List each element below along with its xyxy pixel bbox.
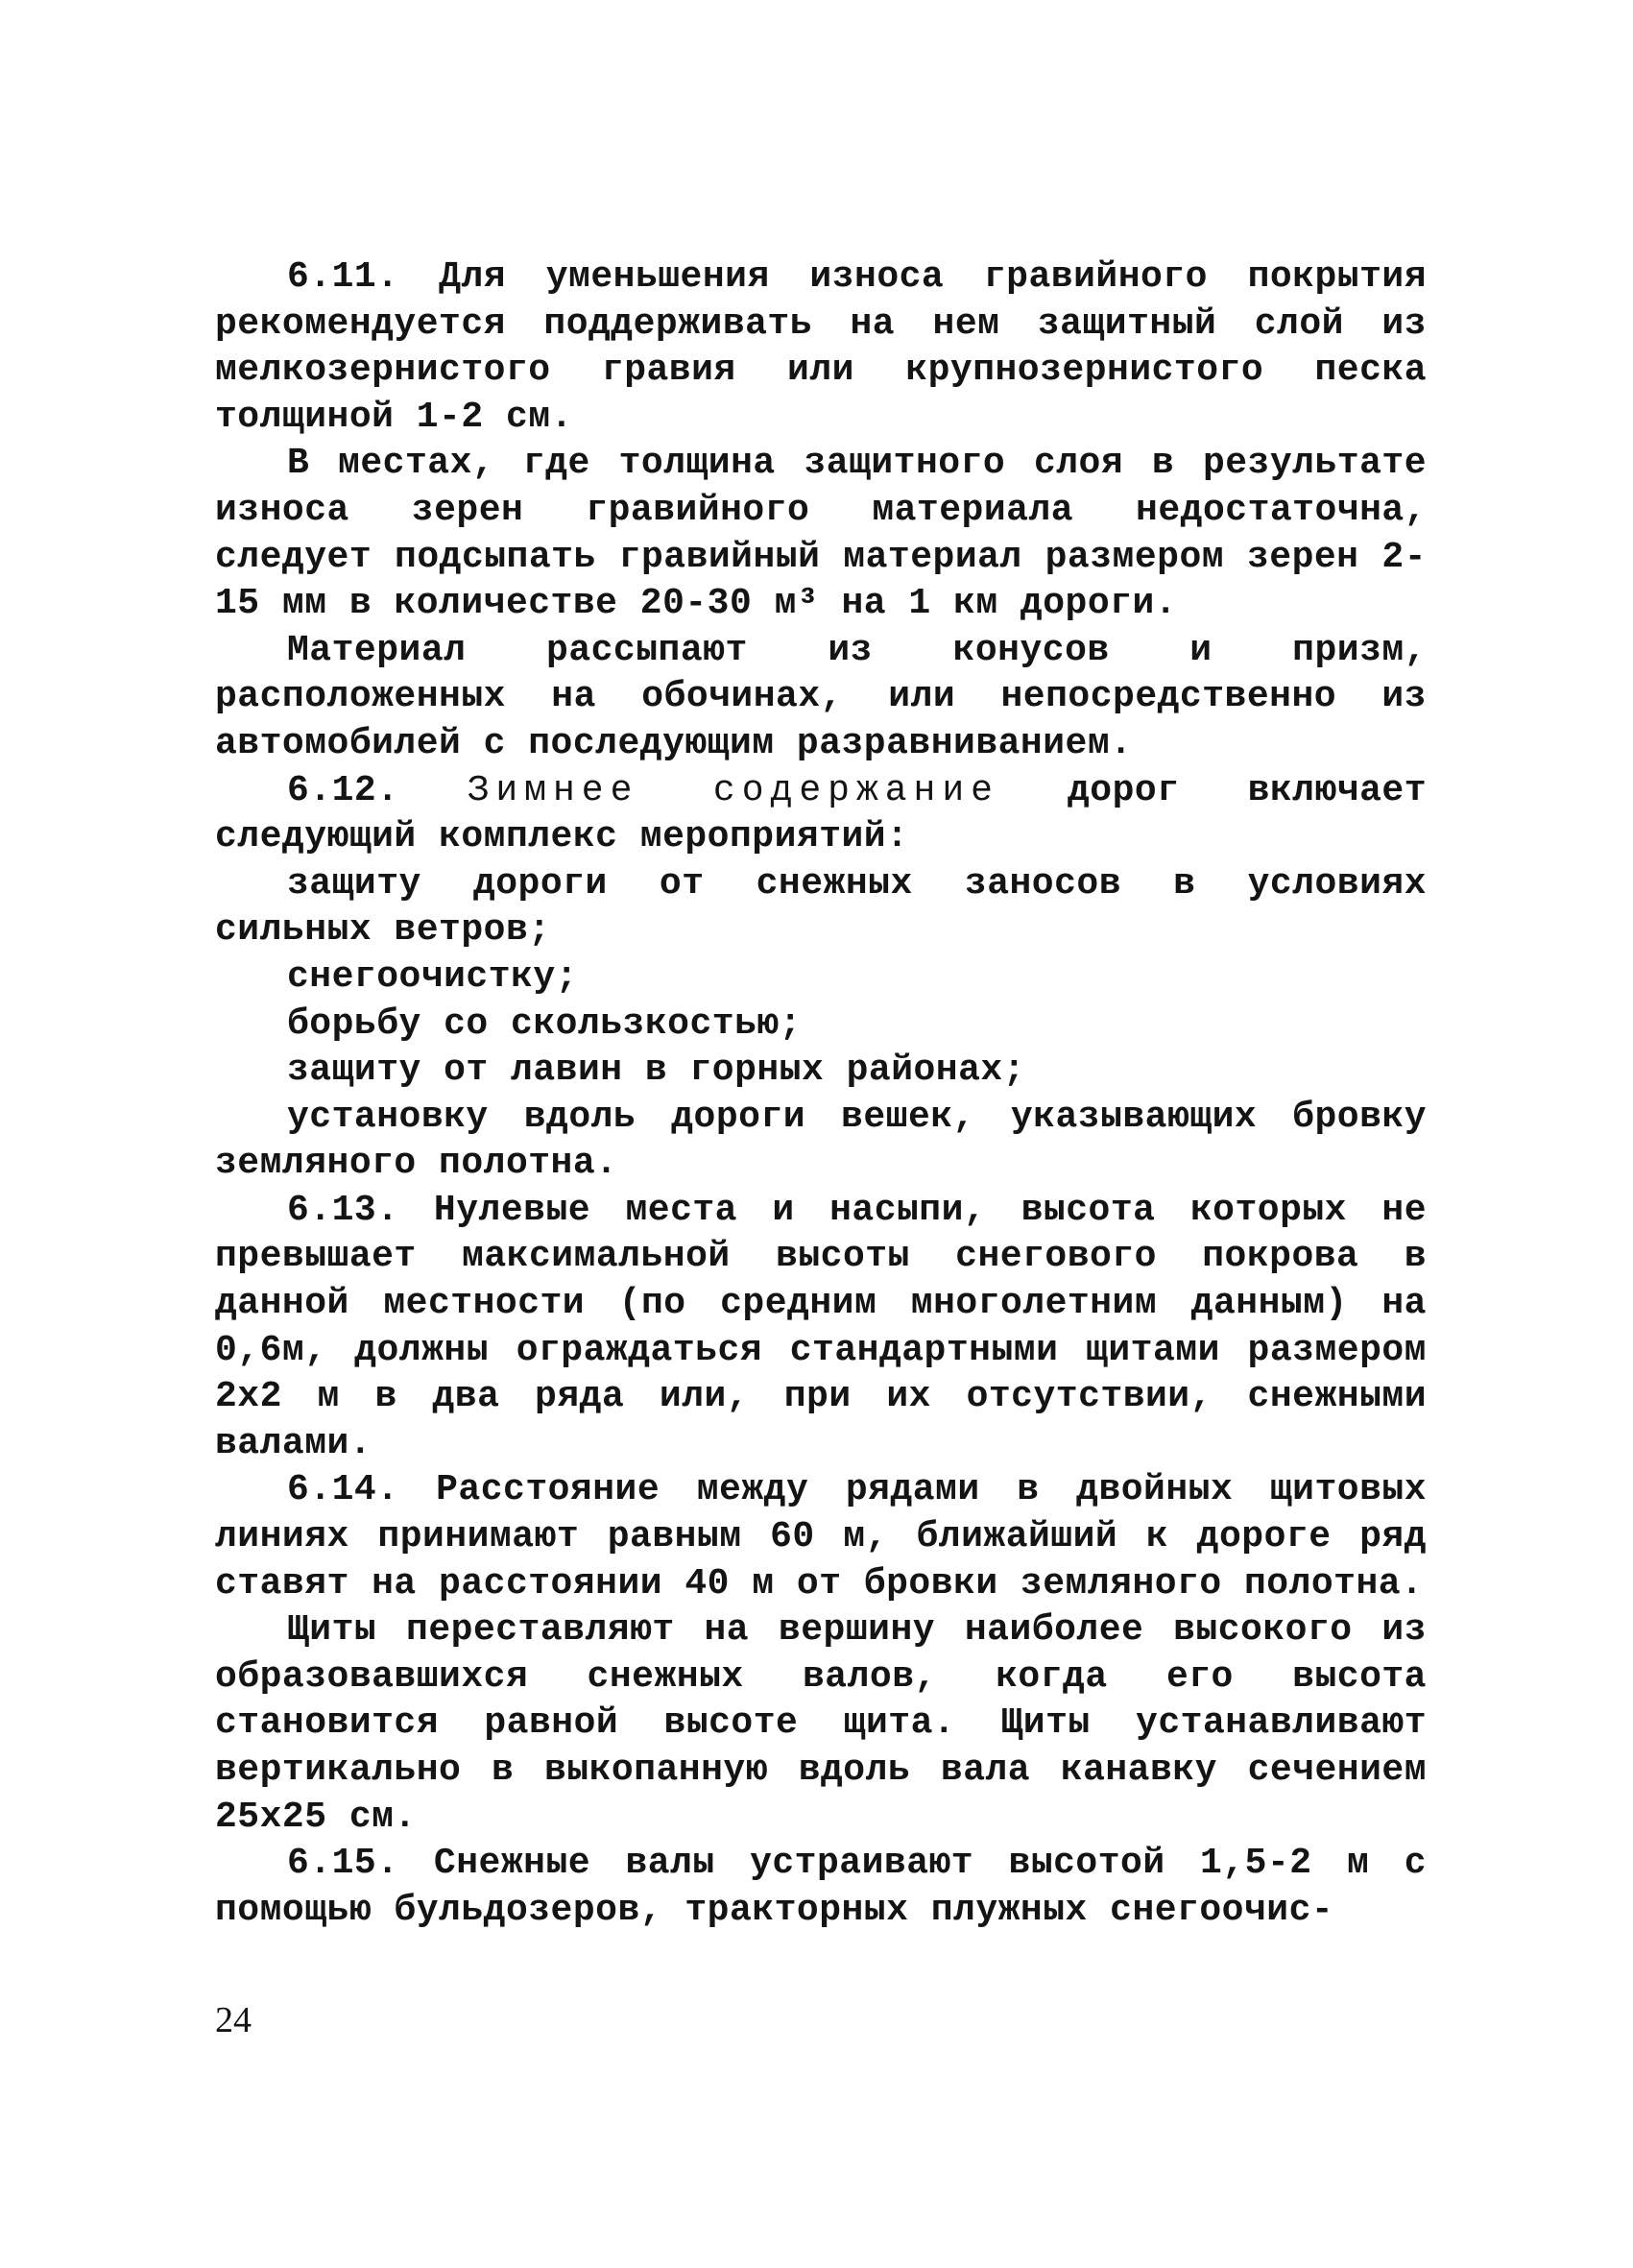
paragraph-text: борьбу со скользкостью; [287,1002,802,1045]
paragraph-p-6-12-c [215,1001,1427,1049]
paragraph-p-6-11 [215,254,1427,441]
paragraph-text: Щиты переставляют на вершину наиболее высокого из образовавшихся снежных валов, когда его высота становится равной высоте щита. Щиты устанавливают вертикально в выкопанную вдоль вала канавку сечением 25х25 см. [215,1609,1427,1838]
paragraph-text: дорог включает следующий комплекс мероприятий: [215,769,1427,858]
paragraph-p-6-13 [215,1188,1427,1468]
paragraph-text: 6.11. Для уменьшения износа гравийного покрытия рекомендуется поддерживать на нем защитный слой из мелкозернистого гравия или крупнозернистого песка толщиной 1-2 см. [215,256,1427,438]
paragraph-p-6-12-b [215,954,1427,1001]
paragraph-p-6-14 [215,1467,1427,1607]
paragraph-text: Материал рассыпают из конусов и призм, расположенных на обочинах, или непосредственно из автомобилей с последующим разравниванием. [215,629,1427,764]
paragraph-text: 6.15. Снежные валы устраивают высотой 1,5-2 м с помощью бульдозеров, тракторных плужных снегоочис- [215,1843,1427,1931]
paragraph-p-6-14-b [215,1607,1427,1841]
paragraph-text: снегоочистку; [287,955,578,998]
paragraph-text: защиту дороги от снежных заносов в условиях сильных ветров; [215,862,1427,952]
paragraph-text: 6.13. Нулевые места и насыпи, высота которых не превышает максимальной высоты снегового покрова в данной местности (по средним многолетним данным) на 0,6м, должны ограждаться стандартными щитами размером 2х2 м в два ряда или, при их отсутствии, снежными валами. [215,1189,1427,1464]
paragraph-p-6-12-e [215,1095,1427,1188]
paragraph-text: В местах, где толщина защитного слоя в результате износа зерен гравийного материала недостаточна, следует подсыпать гравийный материал размером зерен 2-15 мм в количестве 20-30 м³ на 1 км дороги. [215,443,1427,625]
body-text [215,254,1427,1934]
paragraph-p-6-12-d [215,1048,1427,1095]
paragraph-p-6-11-c [215,628,1427,768]
paragraph-p-6-12 [215,768,1427,861]
paragraph-p-6-12-a [215,861,1427,954]
emphasized-term: Зимнее содержание [467,769,999,811]
paragraph-p-6-11-b [215,441,1427,627]
paragraph-text: установку вдоль дороги вешек, указывающих бровку земляного полотна. [215,1096,1427,1185]
paragraph-text: 6.12. [287,769,468,811]
paragraph-text: 6.14. Расстояние между рядами в двойных щитовых линиях принимают равным 60 м, ближайший к дороге ряд ставят на расстоянии 40 м от бровки земляного полотна. [215,1469,1427,1604]
paragraph-text: защиту от лавин в горных районах; [287,1050,1026,1092]
page-number: 24 [215,2000,252,2040]
paragraph-p-6-15 [215,1841,1427,1934]
